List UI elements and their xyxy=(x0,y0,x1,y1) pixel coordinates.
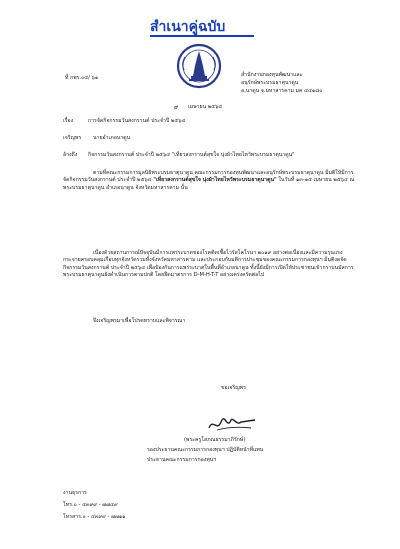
signature xyxy=(207,414,257,434)
stamp-underline xyxy=(150,35,254,37)
salutation-text: นายอำเภอนาดูน xyxy=(93,135,131,141)
paragraph-1-event-name: "เที่ยวสงกรานต์สุขใจ นุ่งผ้าไทยไหว้พระบรมธาตุนาดูน" xyxy=(153,177,277,184)
salutation-label: เจริญพร xyxy=(63,135,82,141)
subject-text: การจัดกิจกรรมวันสงกรานต์ ประจำปี ๒๕๖๔ xyxy=(88,118,186,124)
sender-line-2: อนุรักษ์พระบรมธาตุนาดูน xyxy=(241,80,299,86)
paragraph-1-part-2: ในวันที่ ๑๓-๑๕ เมษายน ๒๕๖๔ ณ พระบรมธาตุนาดูน อำเภอนาดูน จังหวัดมหาสารคาม นั้น xyxy=(63,177,355,191)
footer-phone: โทร.๐ - ๔๓๙๙ - ๗๗๔๙ xyxy=(63,502,118,508)
footer-fax: โทรสาร.๐ - ๔๓๙๙ - ๗๗๑๑ xyxy=(63,514,126,520)
paragraph-2: เนื่องด้วยสถานการณ์ปัจจุบันมีการแพร่ระบาดของโรคติดเชื้อไวรัสโคโรนา ๒๐๑๙ อย่างต่อเนื่องและมีความรุนแรงกระจายครอบคลุมเกือบทุกจังหวัดรวมทั้งจังหวัดมหาสารคาม และประกอบกับมติการประชุมของคณะกรรมการกองทุนฯ มีมติงดจัดกิจกรรมวันสงกรานต์ ประจำปี ๒๕๖๔ เพื่อป้องกันการแพร่ระบาดในพื้นที่อำเภอนาดูน ทั้งนี้ยังมีการเปิดให้ประชาชนเข้ากราบนมัสการพระบรมธาตุนาดูนยังดำเนินการตามปกติ โดยยึดมาตรการ D-M-H-T-T อย่างเคร่งครัดต่อไป xyxy=(63,250,354,279)
footer-department: งานธุรการ xyxy=(63,490,87,496)
sender-line-1: สำนักงานกองทุนพัฒนาและ xyxy=(241,72,303,78)
signer-name: (พระครูโสภณธรรมาภิรักษ์) xyxy=(184,437,246,443)
reference-text: กิจกรรมวันสงกรานต์ ประจำปี ๒๕๖๔ "เที่ยวสงกรานต์สุขใจ นุ่งผ้าไทยไหว้พระบรมธาตุนาดูน" xyxy=(88,152,295,158)
signer-title-1: รองประธานคณะกรรมการกองทุนฯ ปฏิบัติหน้าที่แทน xyxy=(147,447,264,453)
copy-stamp: สำเนาคู่ฉบับ xyxy=(150,19,226,35)
closing-request: จึงเจริญพรมาเพื่อโปรดทราบและพิจารณา xyxy=(93,318,186,324)
paragraph-1 xyxy=(63,170,358,192)
date-day: ๙ xyxy=(174,104,179,111)
date-rest: เมษายน ๒๕๖๔ xyxy=(188,104,223,110)
document-number: ที่ กพร.๐๔/ ๖๑ xyxy=(65,75,99,81)
sender-line-3: อ.นาดูน จ.มหาสารคาม มค ๔๔๑๘๐ xyxy=(241,88,323,94)
subject-label: เรื่อง xyxy=(63,118,74,124)
signer-title-2: ประธานคณะกรรมการกองทุนฯ xyxy=(147,457,217,463)
paragraph-1-part-1: ตามที่คณะกรรมการมูลนิธิพระบรมธาตุนาดูน คณะกรรมการกองทุนพัฒนาและอนุรักษ์พระบรมธาตุนาดูน มีมติให้มีการจัดกิจกรรมวันสงกรานต์ ประจำปี ๒๕๖๔ xyxy=(63,170,354,184)
organization-seal-icon xyxy=(176,42,222,90)
reference-label: อ้างถึง xyxy=(63,152,78,158)
closing: ขอเจริญพร xyxy=(221,385,246,391)
